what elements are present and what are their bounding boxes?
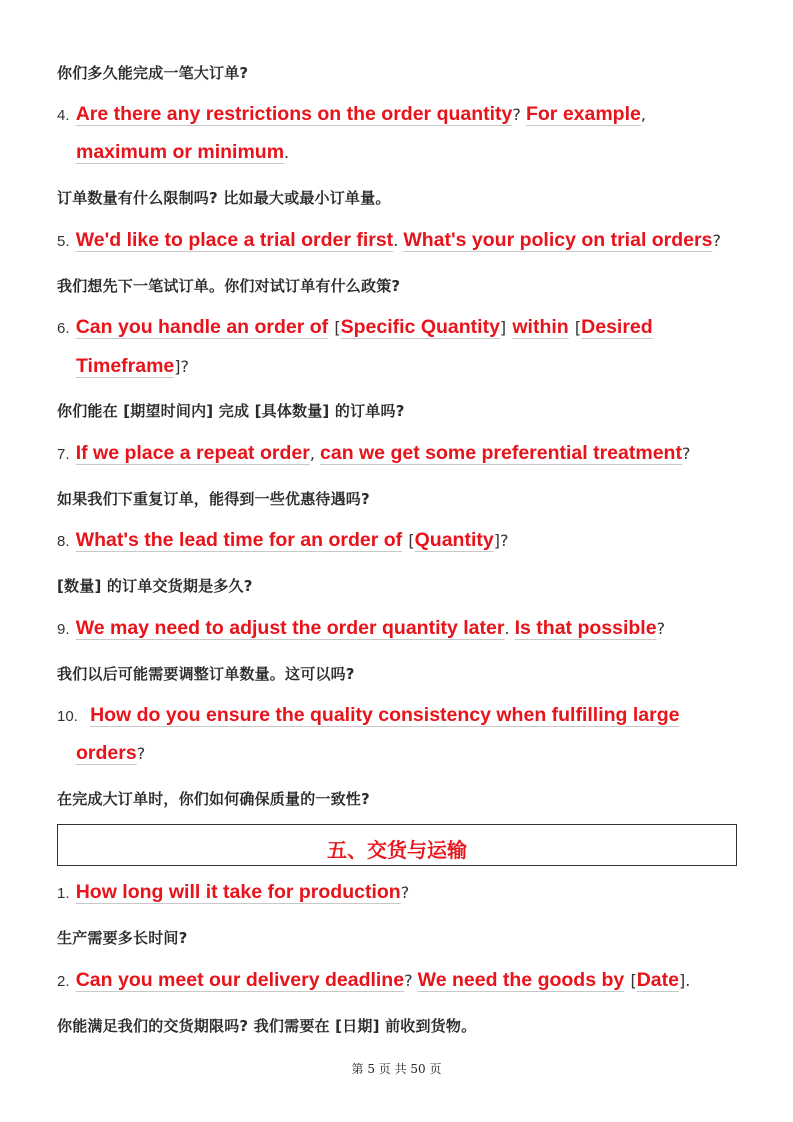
question-7: 7. If we place a repeat order, can we get some preferential treatment? (57, 442, 691, 464)
question-text: We'd like to place a trial order first (75, 229, 394, 251)
section-header-box (57, 824, 737, 866)
question-text: Can you meet our delivery deadline (75, 969, 405, 991)
question-4: 4. Are there any restrictions on the order quantity? For example, (57, 103, 646, 125)
question-text: What's the lead time for an order of (75, 529, 403, 551)
page-footer: 第 5 页 共 50 页 (351, 1062, 442, 1076)
question-number: 8. (57, 533, 70, 550)
zh-translation-s1: 生产需要多长时间? (57, 929, 188, 947)
placeholder-text: Timeframe (76, 355, 175, 377)
question-6: 6. Can you handle an order of [Specific Quantity] within [Desired (57, 316, 653, 338)
placeholder-text: Specific Quantity (340, 316, 500, 338)
zh-translation-7: 如果我们下重复订单，能得到一些优惠待遇吗? (57, 490, 370, 508)
question-text: We may need to adjust the order quantity later (75, 617, 505, 639)
question-text: Can you handle an order of (75, 316, 329, 338)
question-10-continued: orders? (76, 742, 146, 764)
question-number: 5. (57, 233, 70, 250)
zh-translation-6: 你们能在 [期望时间内] 完成 [具体数量] 的订单吗? (57, 402, 405, 420)
question-number: 6. (57, 320, 70, 337)
question-4-continued: maximum or minimum. (76, 141, 290, 163)
zh-translation-5: 我们想先下一笔试订单。你们对试订单有什么政策? (57, 277, 401, 295)
question-10 (57, 703, 679, 727)
question-text: orders (76, 742, 137, 764)
delivery-question-1: 1. How long will it take for production? (57, 881, 410, 903)
zh-translation-8: [数量] 的订单交货期是多久? (57, 577, 253, 595)
question-number: 4. (57, 107, 70, 124)
placeholder-text: Desired (581, 316, 653, 338)
zh-translation-4: 订单数量有什么限制吗? 比如最大或最小订单量。 (57, 189, 391, 207)
zh-translation-s2: 你能满足我们的交货期限吗? 我们需要在 [日期] 前收到货物。 (57, 1017, 477, 1035)
question-text: How do you ensure the quality consistency when fulfilling large (90, 704, 680, 726)
question-text: How long will it take for production (75, 881, 401, 903)
question-text: For example (525, 103, 641, 125)
question-number: 7. (57, 446, 70, 463)
question-number: 1. (57, 885, 70, 902)
question-text: What's your policy on trial orders (403, 229, 713, 251)
placeholder-text: Date (636, 969, 679, 991)
question-text: Is that possible (514, 617, 657, 639)
question-text: If we place a repeat order (75, 442, 310, 464)
zh-translation-9: 我们以后可能需要调整订单数量。这可以吗? (57, 665, 355, 683)
question-5: 5. We'd like to place a trial order first. What's your policy on trial orders? (57, 229, 721, 251)
question-number: 10. (57, 708, 78, 725)
zh-translation-10: 在完成大订单时，你们如何确保质量的一致性? (57, 790, 370, 808)
question-text: maximum or minimum (76, 141, 285, 163)
question-9: 9. We may need to adjust the order quantity later. Is that possible? (57, 617, 666, 639)
question-number: 2. (57, 973, 70, 990)
question-6-continued: Timeframe]? (76, 355, 190, 377)
question-text: within (512, 316, 569, 338)
zh-intro-line: 你们多久能完成一笔大订单? (57, 64, 249, 82)
question-text: Are there any restrictions on the order quantity (75, 103, 513, 125)
placeholder-text: Quantity (414, 529, 494, 551)
question-8: 8. What's the lead time for an order of [Quantity]? (57, 529, 509, 551)
section-title: 五、交货与运输 (327, 838, 467, 862)
question-text: We need the goods by (417, 969, 625, 991)
question-text: can we get some preferential treatment (320, 442, 682, 464)
delivery-question-2: 2. Can you meet our delivery deadline? We need the goods by [Date]. (57, 969, 691, 991)
question-number: 9. (57, 621, 70, 638)
